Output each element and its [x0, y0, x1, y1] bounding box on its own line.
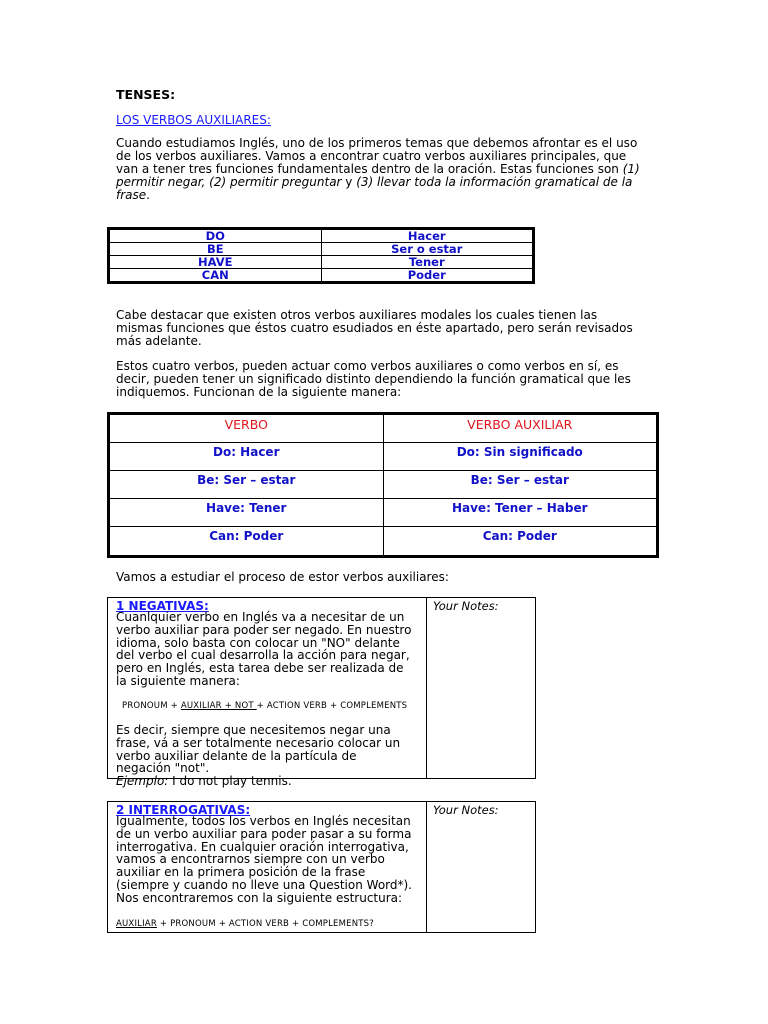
table-row	[109, 499, 658, 527]
intro-end: .	[146, 188, 150, 202]
verb-cell: Do: Hacer	[109, 443, 384, 471]
verb-es: Poder	[321, 269, 534, 283]
verb-en: DO	[109, 229, 322, 243]
auxiliary-cell: Do: Sin significado	[383, 443, 658, 471]
negatives-explanation: Es decir, siempre que necesitemos negar una frase, vá a ser totalmente necesario colocar un verbo auxiliar delante de la partícula de negación "not".	[116, 723, 401, 776]
table-row	[109, 229, 534, 243]
process-intro-paragraph: Vamos a estudiar el proceso de estor verbos auxiliares:	[116, 570, 449, 584]
modal-verbs-paragraph: Cabe destacar que existen otros verbos auxiliares modales los cuales tienen las mismas funciones que éstos cuatro esudiados en éste apartado, pero serán revisados más adelante.	[116, 308, 633, 348]
auxiliary-cell: Be: Ser – estar	[383, 471, 658, 499]
verb-en: CAN	[109, 269, 322, 283]
auxiliary-cell: Have: Tener – Haber	[383, 499, 658, 527]
verb-es: Tener	[321, 256, 534, 269]
intro-text: Cuando estudiamos Inglés, uno de los primeros temas que debemos afrontar es el uso de los verbos auxiliares. Vamos a encontrar cuatro verbos auxiliares principales, que van a tener tres funciones fundamentales dentro de la oración. Estas funciones son	[116, 136, 638, 176]
table-row	[109, 256, 534, 269]
verb-cell: Can: Poder	[109, 527, 384, 557]
verb-cell: Be: Ser – estar	[109, 471, 384, 499]
verb-cell: Have: Tener	[109, 499, 384, 527]
formula-part: + ACTION VERB + COMPLEMENTS	[256, 701, 408, 711]
intro-italic-1: (1) permitir negar, (2) permitir preguntar	[116, 162, 640, 189]
formula-auxiliar: AUXILIAR	[116, 919, 157, 929]
header-verbo: VERBO	[109, 414, 384, 443]
page-title: TENSES:	[116, 87, 176, 102]
interrogatives-title: 2 INTERROGATIVAS:	[116, 803, 251, 817]
negatives-content	[108, 598, 427, 789]
interrogatives-box	[107, 801, 536, 933]
verb-es: Hacer	[321, 229, 534, 243]
example-label: Ejemplo:	[116, 774, 169, 789]
negatives-title: 1 NEGATIVAS:	[116, 599, 209, 613]
table-header-row	[109, 414, 658, 443]
verb-en: BE	[109, 243, 322, 256]
verb-en: HAVE	[109, 256, 322, 269]
intro-italic-2: (3) llevar toda la información gramatical de la frase	[116, 175, 633, 202]
auxiliary-cell: Can: Poder	[383, 527, 658, 557]
header-verbo-auxiliar: VERBO AUXILIAR	[383, 414, 658, 443]
table-row	[109, 471, 658, 499]
functions-paragraph: Estos cuatro verbos, pueden actuar como verbos auxiliares o como verbos en sí, es decir, pueden tener un significado distinto dependiendo la función gramatical que les indiquemos. Funcionan de la siguiente manera:	[116, 359, 631, 399]
formula-part: + PRONOUM + ACTION VERB + COMPLEMENTS?	[156, 919, 374, 929]
intro-connector: y	[341, 175, 357, 189]
intro-paragraph	[116, 137, 646, 202]
notes-column[interactable]	[427, 598, 535, 778]
auxiliary-verbs-table	[107, 227, 535, 284]
negatives-text-2	[116, 724, 414, 788]
table-row	[109, 269, 534, 283]
negatives-formula	[122, 701, 407, 711]
table-row	[109, 527, 658, 557]
verb-es: Ser o estar	[321, 243, 534, 256]
negatives-text: Cuanlquier verbo en Inglés va a necesitar de un verbo auxiliar para poder ser negado. En nuestro idioma, solo basta con colocar un "NO" delante del verbo el cual desarrolla la acción para negar, pero en Inglés, esta tarea debe ser realizada de la siguiente manera:	[116, 610, 412, 688]
notes-label: Your Notes:	[433, 599, 499, 613]
interrogatives-formula	[116, 919, 374, 929]
notes-column[interactable]	[427, 802, 535, 932]
table-row	[109, 243, 534, 256]
section-link[interactable]: LOS VERBOS AUXILIARES:	[116, 113, 271, 127]
negatives-box	[107, 597, 536, 789]
table-row	[109, 443, 658, 471]
interrogatives-text: Igualmente, todos los verbos en Inglés necesitan de un verbo auxiliar para poder pasar a su forma interrogativa. En cualquier oración interrogativa, vamos a encontrarnos siempre con un verbo auxiliar en la primera posición de la frase (siempre y cuando no lleve una Question Word*). Nos encontraremos con la siguiente estructura:	[116, 814, 412, 905]
interrogatives-content	[108, 802, 427, 932]
verb-meaning-table	[107, 412, 659, 558]
formula-auxiliar-not: AUXILIAR + NOT	[180, 701, 257, 711]
example-sentence: I do not play tennis.	[168, 774, 292, 789]
formula-part: PRONOUM +	[122, 701, 181, 711]
notes-label: Your Notes:	[433, 803, 499, 817]
